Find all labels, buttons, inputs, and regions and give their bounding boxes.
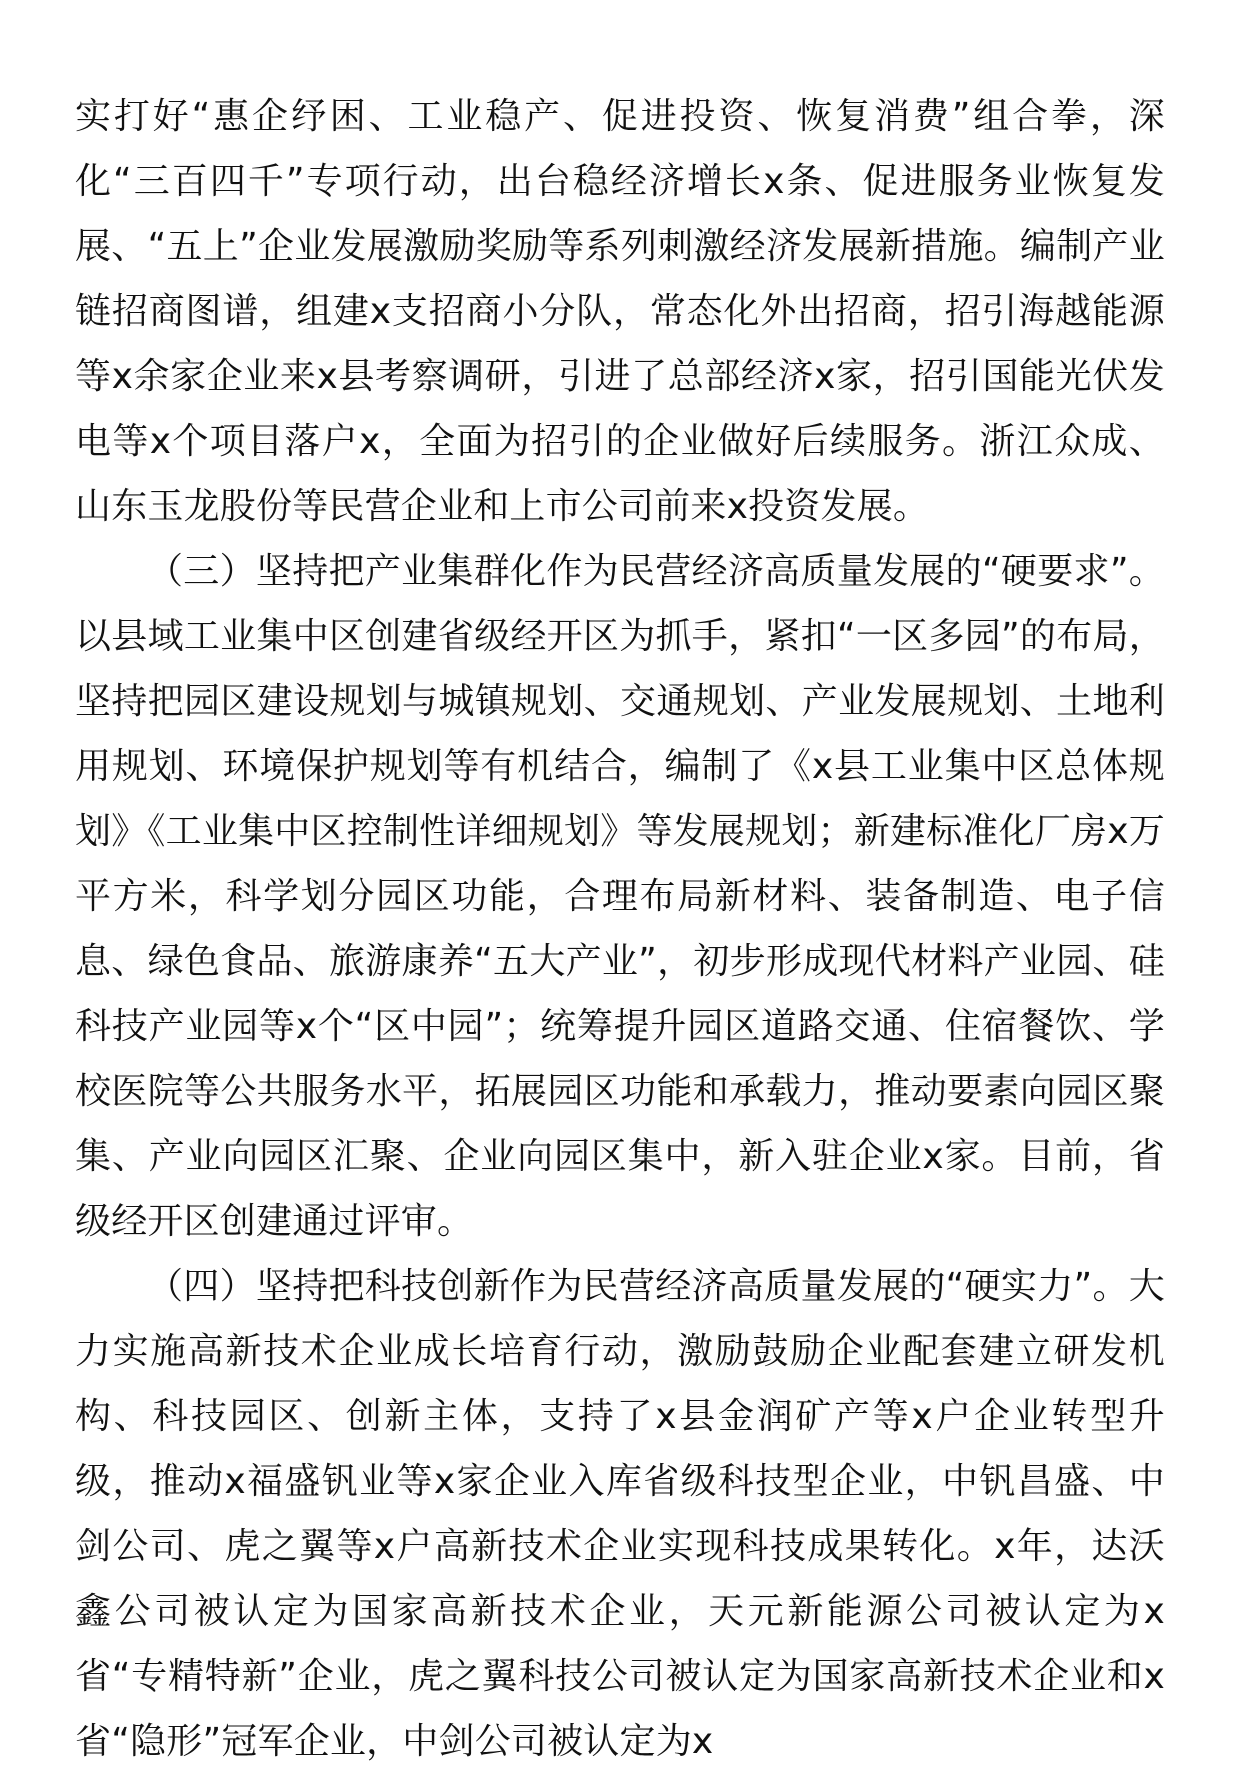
paragraph-investment-promotion: 实打好“惠企纾困、工业稳产、促进投资、恢复消费”组合拳，深化“三百四千”专项行动，出台稳经济增长x条、促进服务业恢复发展、“五上”企业发展激励奖励等系列刺激经济发展新措施。编制产业链招商图谱，组建x支招商小分队，常态化外出招商，招引海越能源等x余家企业来x县考察调研，引进了总部经济x家，招引国能光伏发电等x个项目落户x，全面为招引的企业做好后续服务。浙江众成、山东玉龙股份等民营企业和上市公司前来x投资发展。 <box>75 96 1165 527</box>
document-page <box>75 84 1165 1774</box>
paragraph-industrial-cluster: （三）坚持把产业集群化作为民营经济高质量发展的“硬要求”。以县域工业集中区创建省级经开区为抓手，紧扣“一区多园”的布局，坚持把园区建设规划与城镇规划、交通规划、产业发展规划、土地利用规划、环境保护规划等有机结合，编制了《x县工业集中区总体规划》《工业集中区控制性详细规划》等发展规划；新建标准化厂房x万平方米，科学划分园区功能，合理布局新材料、装备制造、电子信息、绿色食品、旅游康养“五大产业”，初步形成现代材料产业园、硅科技产业园等x个“区中园”；统筹提升园区道路交通、住宿餐饮、学校医院等公共服务水平，拓展园区功能和承载力，推动要素向园区聚集、产业向园区汇聚、企业向园区集中，新入驻企业x家。目前，省级经开区创建通过评审。 <box>75 551 1165 1242</box>
paragraph-tech-innovation: （四）坚持把科技创新作为民营经济高质量发展的“硬实力”。大力实施高新技术企业成长培育行动，激励鼓励企业配套建立研发机构、科技园区、创新主体，支持了x县金润矿产等x户企业转型升级，推动x福盛钒业等x家企业入库省级科技型企业，中钒昌盛、中剑公司、虎之翼等x户高新技术企业实现科技成果转化。x年，达沃鑫公司被认定为国家高新技术企业，天元新能源公司被认定为x省“专精特新”企业，虎之翼科技公司被认定为国家高新技术企业和x省“隐形”冠军企业，中剑公司被认定为x <box>75 1266 1165 1762</box>
